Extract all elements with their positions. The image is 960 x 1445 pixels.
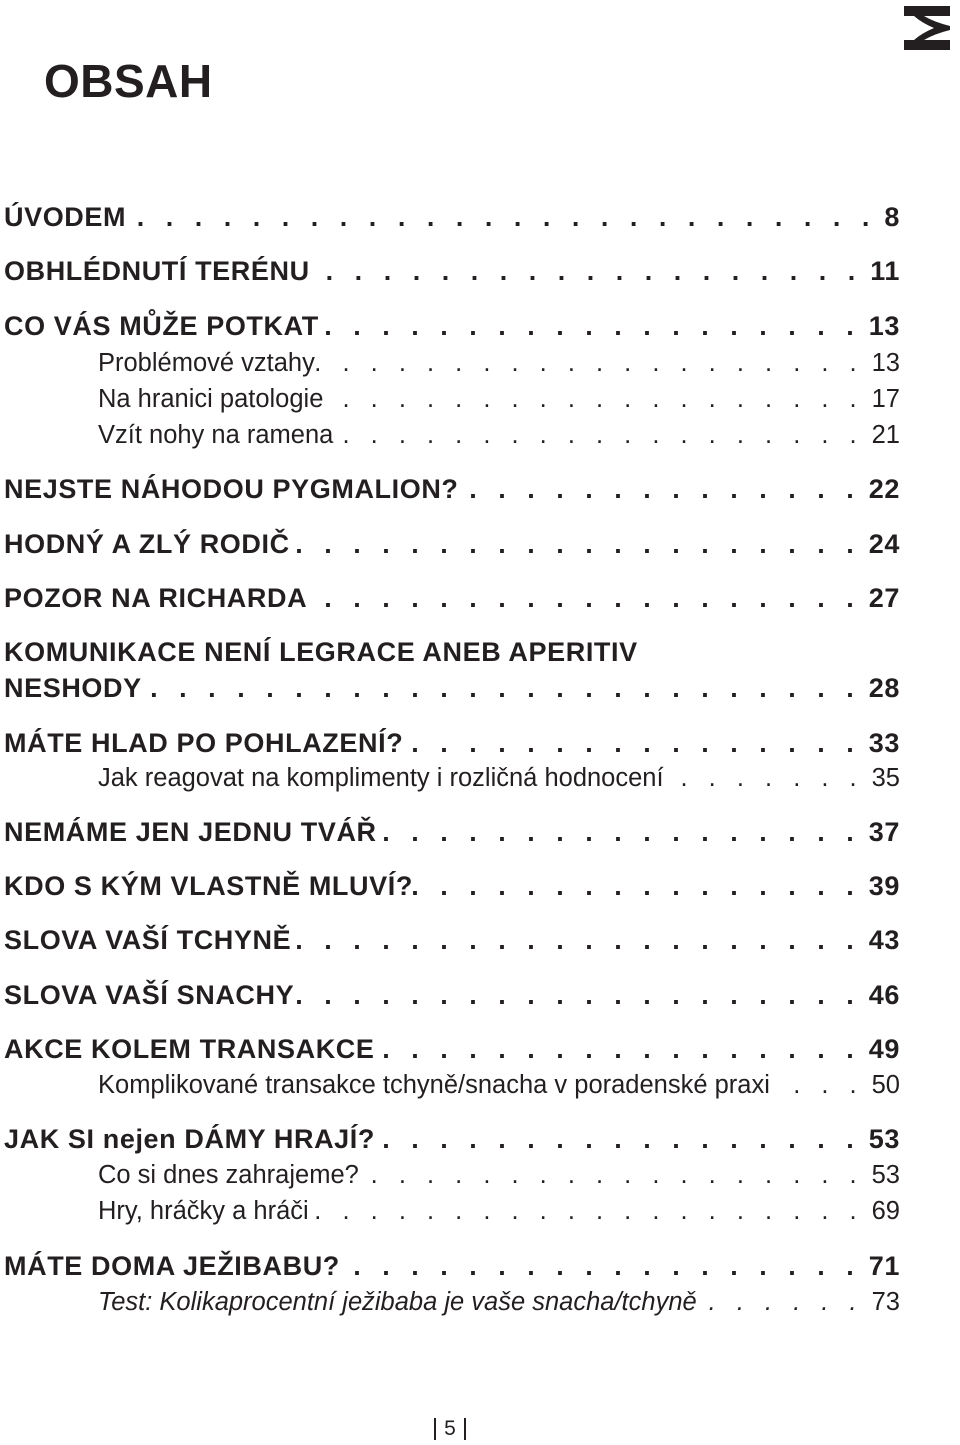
toc-subentry-label: Test: Kolikaprocentní ježibaba je vaše snacha/tchyně [98,1288,697,1316]
toc-entry-page: 43 [868,925,900,955]
toc-subentry-problemove [4,349,900,381]
page-title: OBSAH [44,55,213,107]
toc-entry-label: SLOVA VAŠÍ TCHYNĚ [4,925,292,955]
leader-dots [294,980,861,1011]
toc-subentry-label: Co si dnes zahrajeme? [98,1161,359,1189]
leader-dots [310,256,863,287]
toc-subentry-label: Problémové vztahy [98,349,315,377]
toc-subentry-hry [4,1197,900,1229]
page-footer [0,1418,900,1440]
toc-entry-label-part: JAK SI [4,1124,103,1154]
toc-subentry-na-hranici [4,385,900,417]
leader-dots [309,1197,864,1226]
leader-dots [291,925,861,956]
toc-entry-label: POZOR NA RICHARDA [4,583,308,613]
footer-divider [464,1418,466,1440]
toc-entry-page: 24 [868,529,900,559]
toc-entry-co-vas [4,311,900,343]
toc-entry-kdo-s-kym [4,871,900,903]
page-number: 5 [444,1417,456,1440]
toc-subentry-label: Jak reagovat na komplimenty i rozličná hodnocení [98,764,664,792]
toc-entry-jak-si [4,1124,900,1156]
toc-subentry-page: 53 [871,1161,900,1189]
toc-entry-label-part: DÁMY HRAJÍ? [176,1124,375,1154]
toc-entry-page: 28 [868,673,900,703]
toc-entry-nemame [4,817,900,849]
toc-subentry-label: Na hranici patologie [98,385,324,413]
toc-entry-label: AKCE KOLEM TRANSAKCE [4,1034,375,1064]
toc-entry-label-lowercase: nejen [102,1124,177,1154]
publisher-logo-icon [900,0,956,56]
toc-entry-komunikace [4,673,900,705]
leader-dots [403,728,860,759]
toc-entry-snachy [4,980,900,1012]
toc-entry-jezibabu [4,1251,900,1283]
toc-entry-label: NEMÁME JEN JEDNU TVÁŘ [4,817,377,847]
leader-dots [319,311,861,342]
toc-subentry-label: Hry, hráčky a hráči [98,1197,309,1225]
toc-subentry-test [4,1288,900,1320]
footer-divider [434,1418,436,1440]
toc-entry-page: 39 [868,871,900,901]
toc-entry-page: 33 [868,728,900,758]
toc-entry-page: 53 [868,1124,900,1154]
leader-dots [697,1288,864,1317]
toc-entry-label: MÁTE HLAD PO POHLAZENÍ? [4,728,404,758]
leader-dots [315,349,864,378]
leader-dots [413,871,861,902]
toc-subentry-label: Komplikované transakce tchyně/snacha v poradenské praxi [98,1071,770,1099]
toc-entry-page: 49 [868,1034,900,1064]
toc-entry-uvodem [4,202,900,234]
toc-entry-label: CO VÁS MŮŽE POTKAT [4,311,319,341]
toc-subentry-page: 73 [871,1288,900,1316]
toc-entry-page: 8 [884,202,900,232]
leader-dots [377,817,861,848]
toc-subentry-komplikovane [4,1071,900,1103]
toc-entry-page: 71 [868,1251,900,1281]
toc-subentry-page: 13 [871,349,900,377]
toc-entry-label: SLOVA VAŠÍ SNACHY [4,980,295,1010]
toc-entry-label [4,1124,375,1155]
leader-dots [340,1251,861,1282]
toc-entry-pygmalion [4,474,900,506]
leader-dots [459,474,861,505]
leader-dots [290,529,861,560]
toc-entry-hodny [4,529,900,561]
toc-subentry-page: 21 [871,421,900,449]
leader-dots [126,202,876,233]
leader-dots [333,421,863,450]
toc-entry-label: MÁTE DOMA JEŽIBABU? [4,1251,340,1281]
toc-subentry-page: 17 [871,385,900,413]
toc-entry-obhlednuti [4,256,900,288]
toc-entry-tchyne [4,925,900,957]
toc-entry-label: ÚVODEM [4,202,127,232]
toc-entry-label: NEJSTE NÁHODOU PYGMALION? [4,474,459,504]
toc-subentry-jak-reagovat [4,764,900,796]
toc-subentry-page: 50 [871,1071,900,1099]
toc-entry-page: 22 [868,474,900,504]
toc-subentry-page: 35 [871,764,900,792]
toc-entry-label: KDO S KÝM VLASTNĚ MLUVÍ? [4,871,413,901]
leader-dots [375,1034,861,1065]
leader-dots [142,673,861,704]
leader-dots [359,1161,864,1190]
toc-subentry-page: 69 [871,1197,900,1225]
toc-entry-hlad [4,728,900,760]
leader-dots [770,1071,864,1100]
toc-entry-page: 13 [868,311,900,341]
toc-entry-akce [4,1034,900,1066]
toc-entry-page: 27 [868,583,900,613]
toc-subentry-label: Vzít nohy na ramena [98,421,334,449]
toc-entry-page: 11 [870,256,900,286]
leader-dots [375,1124,861,1155]
toc-entry-richarda [4,583,900,615]
toc-entry-page: 46 [868,980,900,1010]
toc-entry-label: NESHODY [4,673,142,703]
toc-subentry-co-si [4,1161,900,1193]
toc-entry-komunikace-line1: KOMUNIKACE NENÍ LEGRACE ANEB APERITIV [4,637,638,667]
leader-dots [307,583,861,614]
leader-dots [323,385,863,414]
toc-entry-page: 37 [868,817,900,847]
toc-entry-label: OBHLÉDNUTÍ TERÉNU [4,256,310,286]
toc-entry-label: HODNÝ A ZLÝ RODIČ [4,529,290,559]
toc-subentry-vzit-nohy [4,421,900,453]
leader-dots [664,764,864,793]
